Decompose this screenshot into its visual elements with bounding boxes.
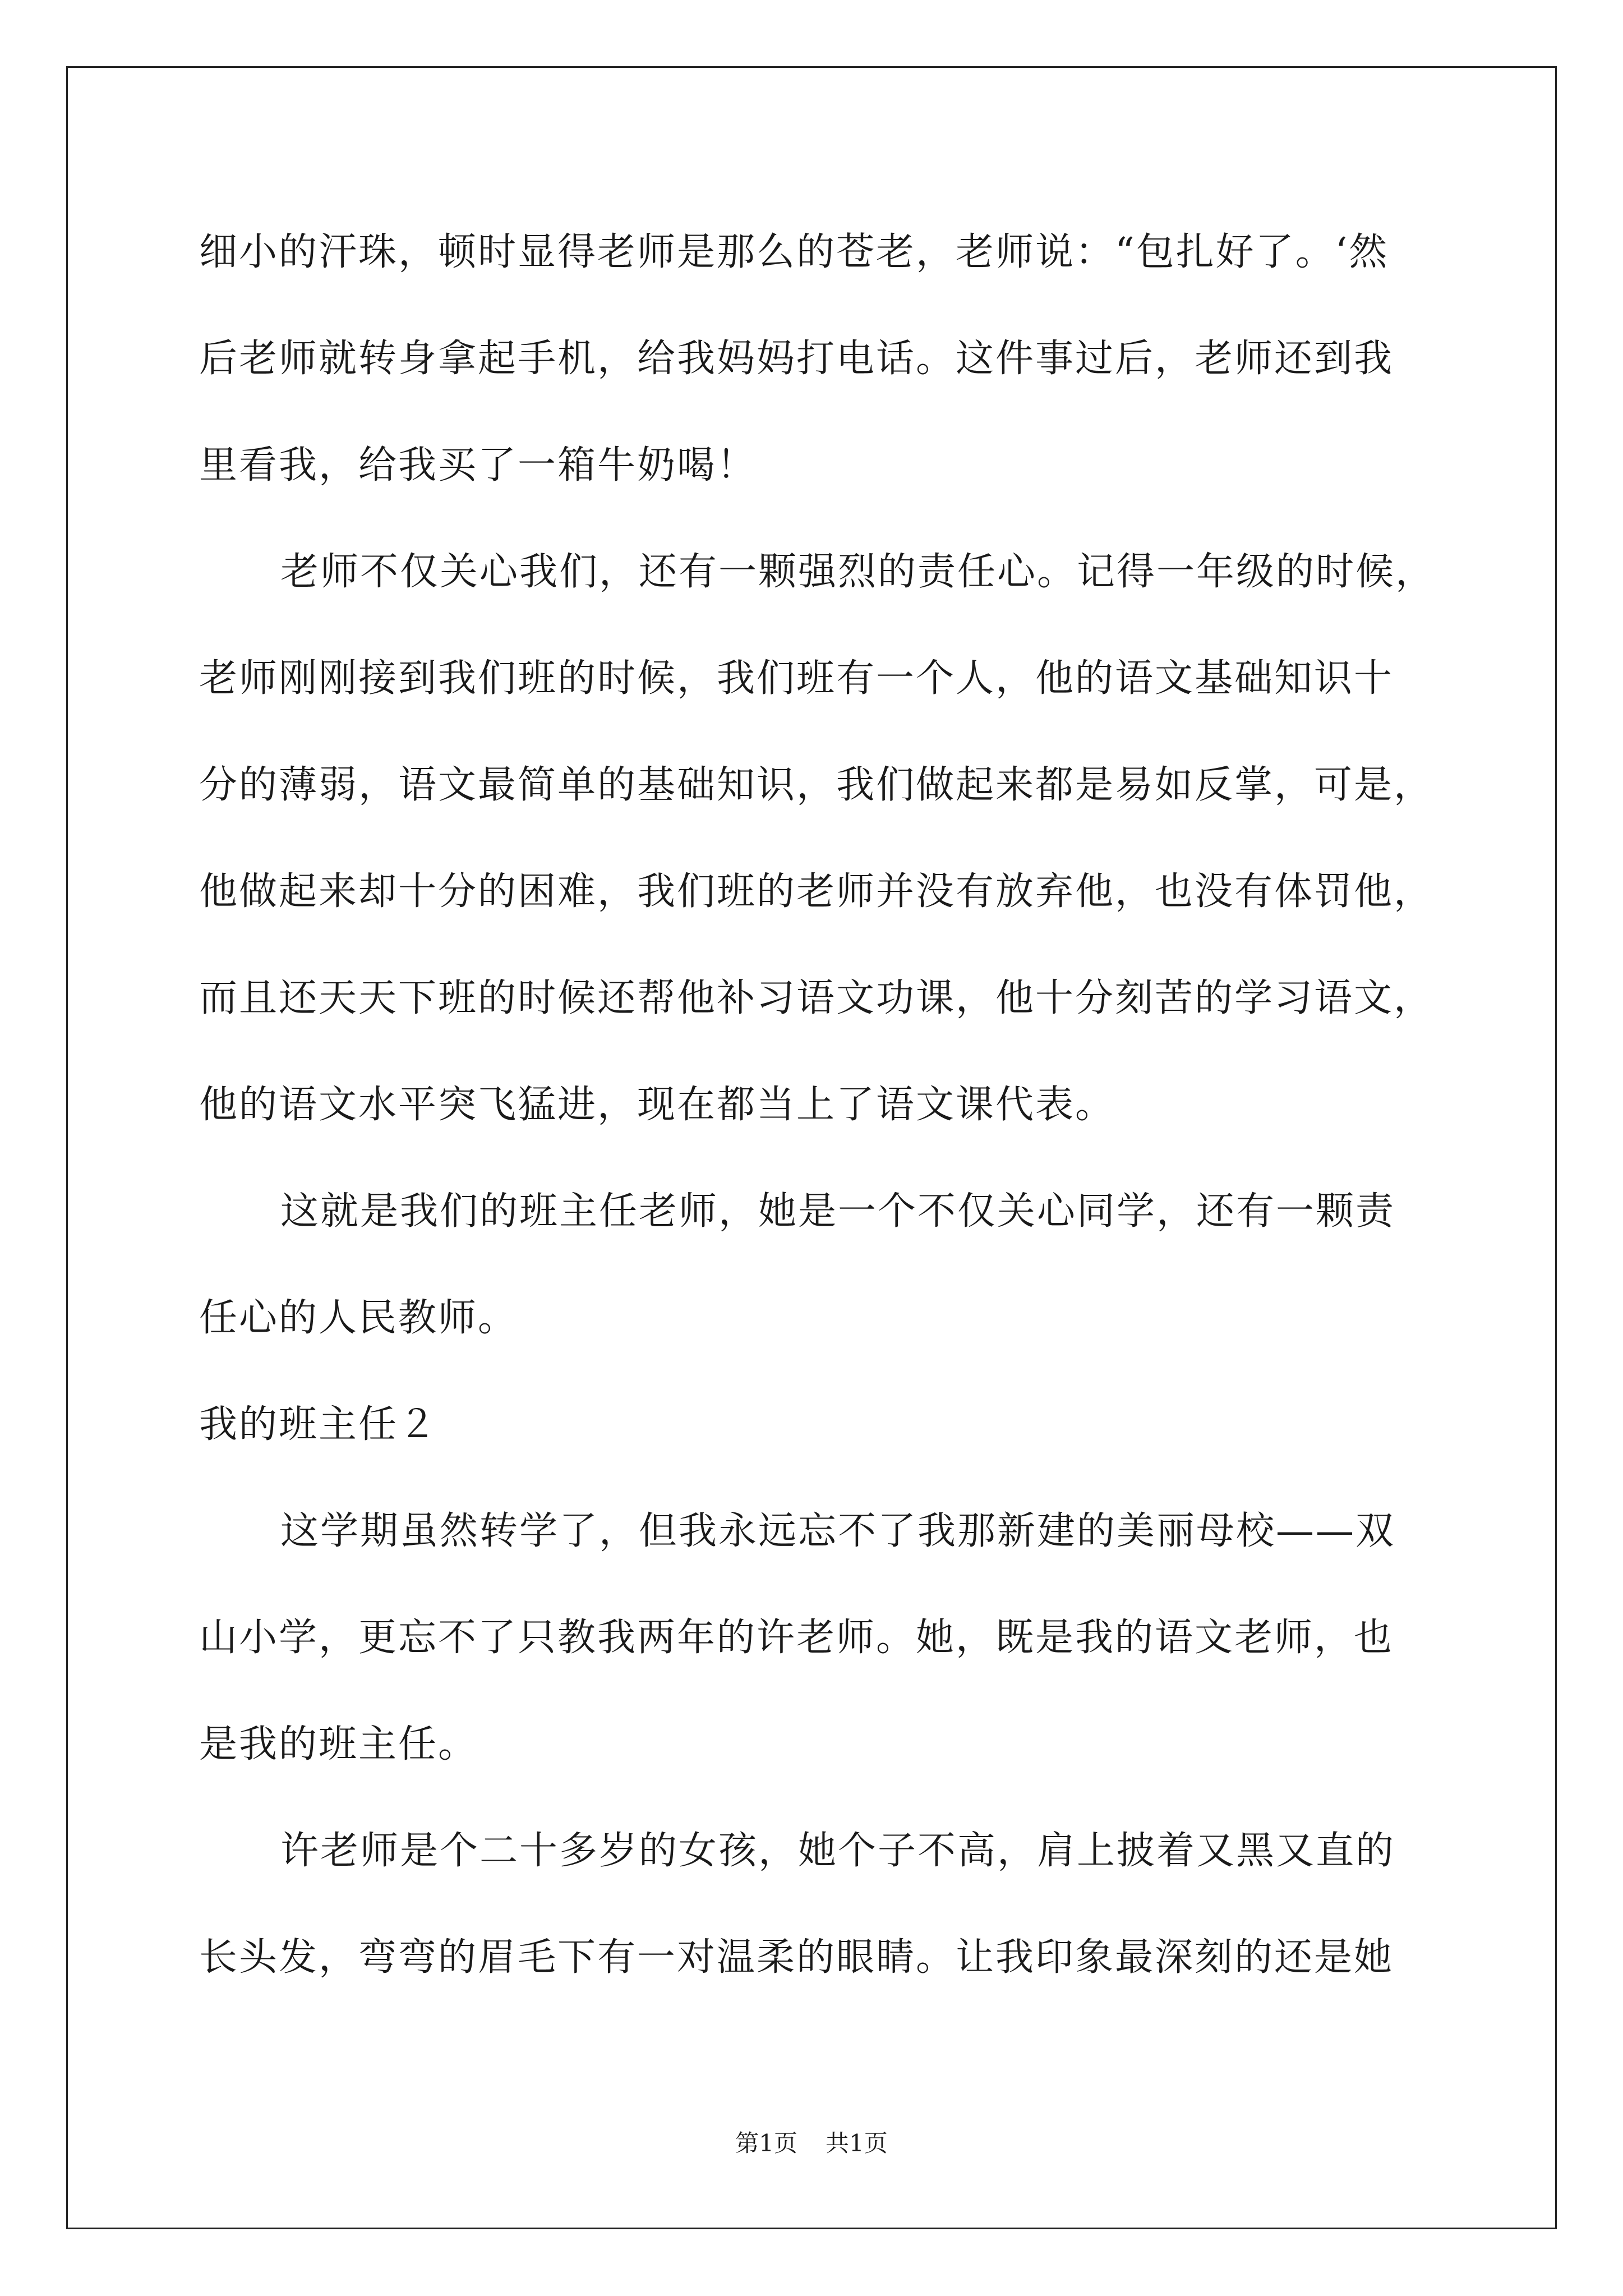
text-line: 长头发，弯弯的眉毛下有一对温柔的眼睛。让我印象最深刻的还是她 [199, 1935, 1394, 1980]
text-line: 后老师就转身拿起手机，给我妈妈打电话。这件事过后，老师还到我 [199, 337, 1394, 381]
paragraph-start-line: 许老师是个二十多岁的女孩，她个子不高，肩上披着又黑又直的 [280, 1829, 1396, 1873]
paragraph-start-line: 这学期虽然转学了，但我永远忘不了我那新建的美丽母校——双 [280, 1509, 1396, 1553]
text-line: 他做起来却十分的困难，我们班的老师并没有放弃他，也没有体罚他， [199, 869, 1434, 914]
text-line: 他的语文水平突飞猛进，现在都当上了语文课代表。 [199, 1083, 1115, 1127]
text-line: 山小学，更忘不了只教我两年的许老师。她，既是我的语文老师，也 [199, 1616, 1394, 1660]
text-line: 里看我，给我买了一箱牛奶喝！ [199, 443, 757, 487]
text-line: 细小的汗珠，顿时显得老师是那么的苍老，老师说：“包扎好了。‘然 [199, 230, 1389, 274]
text-line: 而且还天天下班的时候还帮他补习语文功课，他十分刻苦的学习语文， [199, 976, 1434, 1020]
text-line: 老师刚刚接到我们班的时候，我们班有一个人，他的语文基础知识十 [199, 656, 1394, 701]
page-footer [0, 2129, 1623, 2157]
text-line: 是我的班主任。 [199, 1722, 478, 1766]
text-line: 任心的人民教师。 [199, 1296, 518, 1340]
paragraph-start-line: 老师不仅关心我们，还有一颗强烈的责任心。记得一年级的时候， [280, 550, 1436, 594]
page-border [66, 66, 1557, 2229]
page-total: 共1页 [826, 2129, 888, 2157]
paragraph-start-line: 这就是我们的班主任老师，她是一个不仅关心同学，还有一颗责 [280, 1189, 1396, 1234]
page-number: 第1页 [735, 2129, 797, 2157]
section-heading: 我的班主任２ [199, 1402, 439, 1447]
text-line: 分的薄弱，语文最简单的基础知识，我们做起来都是易如反掌，可是， [199, 763, 1434, 807]
